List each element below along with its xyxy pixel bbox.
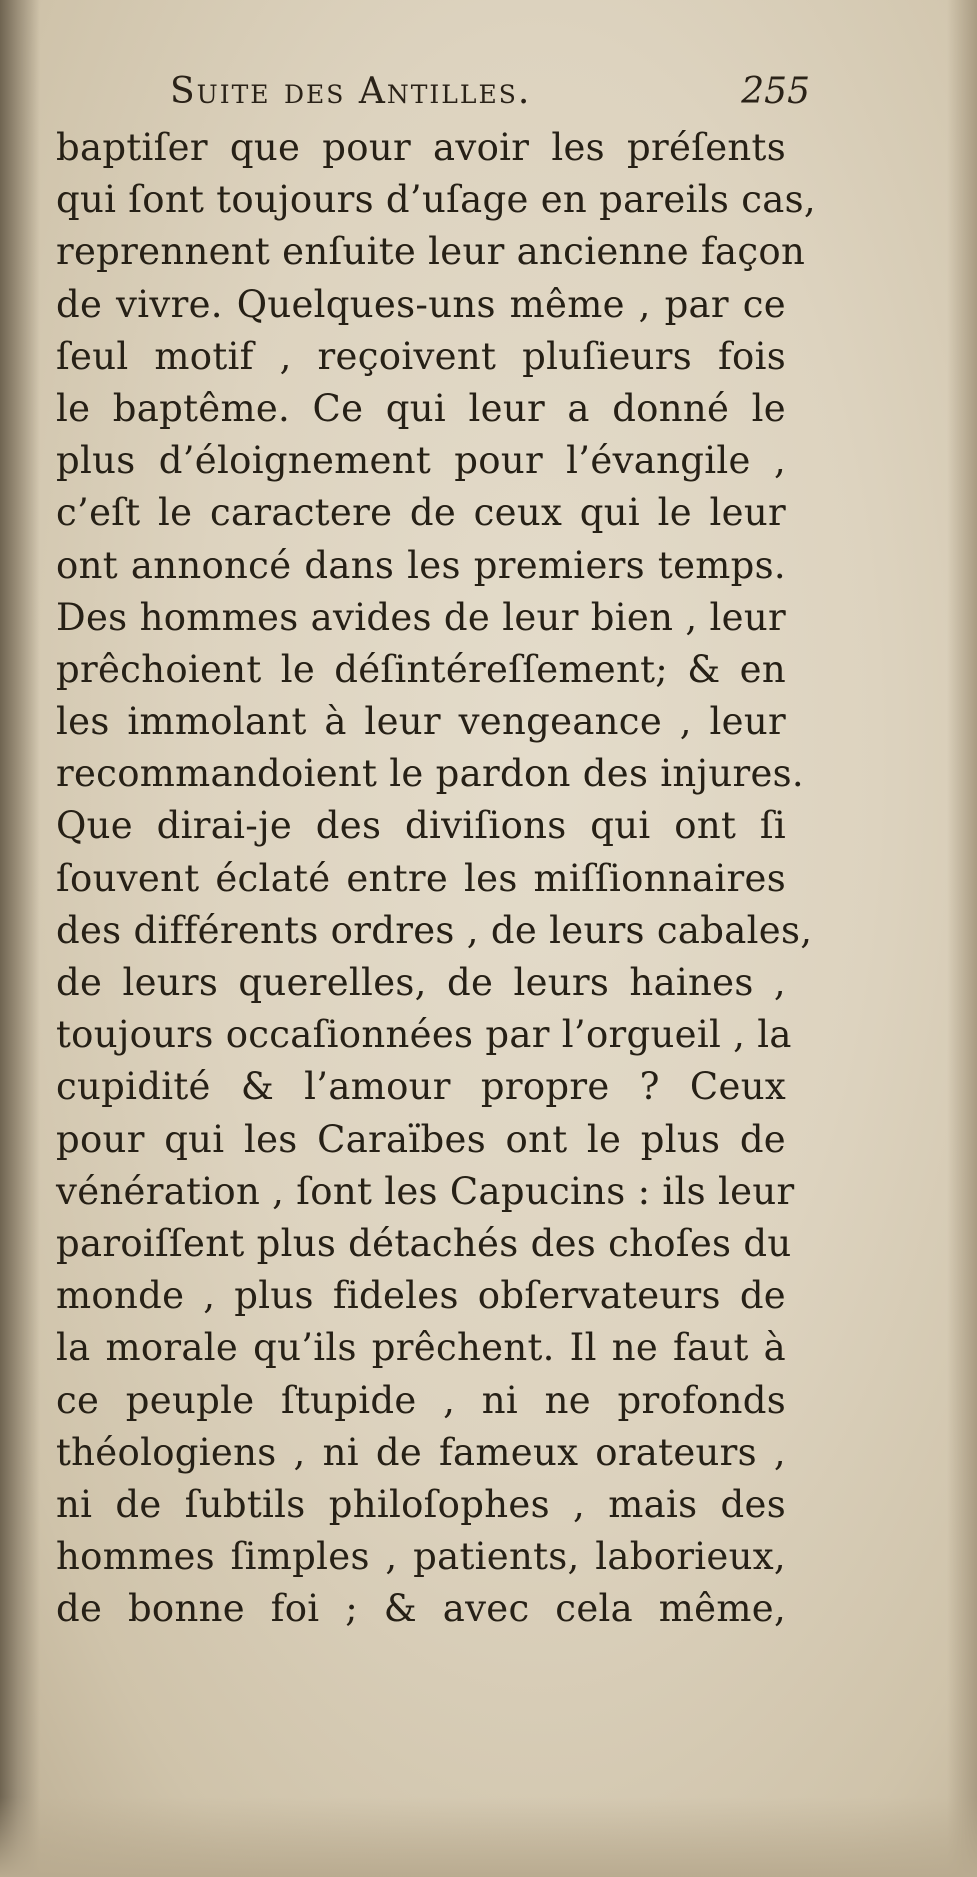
- running-title: Suite des Antilles.: [170, 71, 532, 112]
- text-line: ſeul motif , reçoivent pluſieurs fois: [56, 334, 786, 378]
- running-header: [170, 66, 810, 118]
- text-line: pour qui les Caraïbes ont le plus de: [56, 1117, 786, 1161]
- text-line: cupidité & l’amour propre ? Ceux: [56, 1065, 786, 1109]
- text-line: hommes ſimples , patients, laborieux,: [56, 1535, 786, 1579]
- text-line: reprennent enſuite leur ancienne façon: [56, 230, 806, 274]
- text-line: Que dirai-je des diviſions qui ont ſi: [56, 804, 786, 848]
- body-text: [56, 122, 816, 1635]
- text-line: le baptême. Ce qui leur a donné le: [56, 386, 786, 430]
- text-line: c’eſt le caractere de ceux qui le leur: [56, 491, 786, 535]
- text-line: ni de ſubtils philoſophes , mais des: [56, 1482, 786, 1526]
- text-line: les immolant à leur vengeance , leur: [56, 700, 786, 744]
- page-number: 255: [741, 71, 810, 112]
- text-line: théologiens , ni de fameux orateurs ,: [56, 1430, 786, 1474]
- text-line: Des hommes avides de leur bien , leur: [56, 595, 786, 639]
- text-line: des différents ordres , de leurs cabales,: [56, 908, 813, 952]
- text-line: plus d’éloignement pour l’évangile ,: [56, 439, 786, 483]
- page-edge-bottom: [0, 1797, 977, 1877]
- text-line: la morale qu’ils prêchent. Il ne faut à: [56, 1326, 786, 1370]
- page-edge-right: [947, 0, 977, 1877]
- text-line: ce peuple ſtupide , ni ne profonds: [56, 1378, 786, 1422]
- text-line: paroiſſent plus détachés des choſes du: [56, 1221, 792, 1265]
- text-line: de leurs querelles, de leurs haines ,: [56, 961, 786, 1004]
- text-line: de vivre. Quelques-uns même , par ce: [56, 282, 786, 326]
- binding-gutter: [0, 0, 40, 1877]
- text-line: qui ſont toujours d’uſage en pareils cas,: [56, 178, 816, 222]
- text-line: ſouvent éclaté entre les miſſionnaires: [56, 856, 786, 900]
- text-line: recommandoient le pardon des injures.: [56, 752, 804, 796]
- text-line: de bonne foi ; & avec cela même,: [56, 1587, 786, 1631]
- text-line: monde , plus fideles obſervateurs de: [56, 1274, 786, 1318]
- text-line: vénération , ſont les Capucins : ils leur: [56, 1169, 795, 1213]
- text-line: toujours occaſionnées par l’orgueil , la: [56, 1013, 792, 1057]
- text-line: baptiſer que pour avoir les préſents: [56, 126, 786, 169]
- text-line: prêchoient le déſintéreſſement; & en: [56, 647, 786, 691]
- text-line: ont annoncé dans les premiers temps.: [56, 543, 786, 587]
